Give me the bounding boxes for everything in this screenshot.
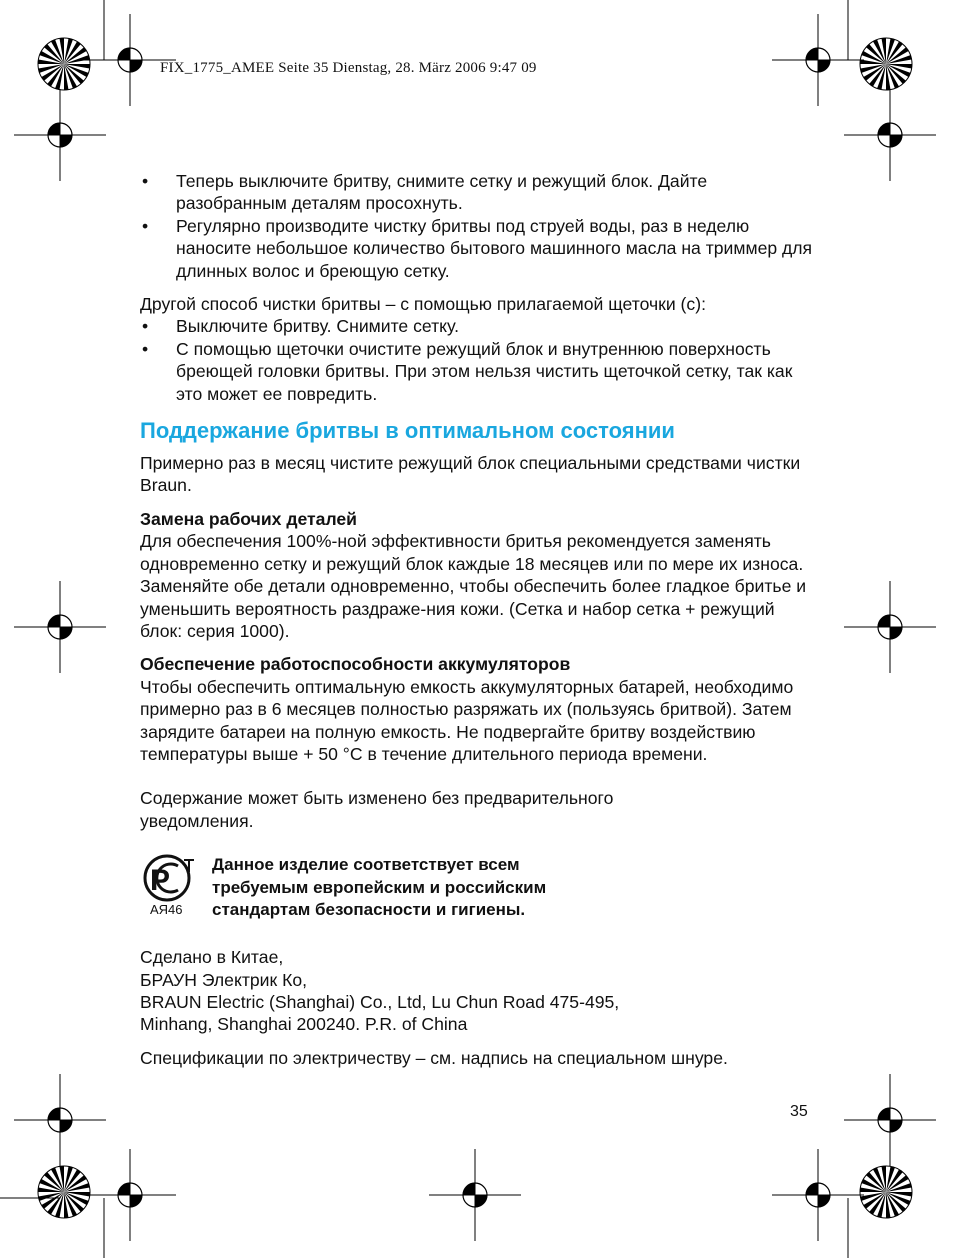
registration-target-mark [429,1149,521,1241]
address-line: Сделано в Китае, [140,947,284,968]
page-content [140,170,820,1069]
address-line: БРАУН Электрик Ко, [140,969,308,990]
specs-note: Спецификации по электричеству – см. надпись на специальном шнуре. [140,1047,728,1068]
registration-target-mark [84,1149,176,1241]
registration-target-mark [14,581,106,673]
registration-target-mark [772,1149,864,1241]
change-notice: Содержание может быть изменено без предварительного уведомления. [140,788,614,831]
parts-text: Для обеспечения 100%-ной эффективности бритья рекомендуется заменять одновременно сетку и режущий блок каждые 18 месяцев или по мере их износа. Заменяйте обе детали одновременно, чтобы обеспечить более гладкое бритье и уменьшить вероятность раздраже-ния кожи. (Сетка и набор сетка + режущий блок: серия 1000). [140,531,807,641]
battery-text: Чтобы обеспечить оптимальную емкость аккумуляторных батарей, необходимо примерно раз в 6 месяцев полностью разряжать их (пользуясь бритвой). Затем зарядите батареи на полную емкость. Не подвергайте бритву воздействию температуры выше + 50 °C в течение длительного периода времени. [140,676,794,764]
manufacturer-address [140,946,820,1036]
print-slug: FIX_1775_AMEE Seite 35 Dienstag, 28. März 2006 9:47 09 [160,60,537,76]
starburst-mark [860,1166,912,1218]
address-line: BRAUN Electric (Shanghai) Co., Ltd, Lu Chun Road 475-495, [140,991,620,1012]
starburst-mark [860,38,912,90]
starburst-mark [38,1166,90,1218]
registration-target-mark [844,1074,936,1166]
svg-text:P: P [150,864,171,898]
list-item: • Регулярно производите чистку бритвы под струей воды, раз в неделю наносите небольшое количество бытового машинного масла на триммер для длинных волос и бреющую сетку. [140,215,820,282]
list-item: • Выключите бритву. Снимите сетку. [140,315,820,337]
address-line: Minhang, Shanghai 200240. P.R. of China [140,1014,468,1035]
page-number: 35 [790,1103,808,1120]
starburst-mark [38,38,90,90]
list-item: • Теперь выключите бритву, снимите сетку и режущий блок. Дайте разобранным деталям просохнуть. [140,170,820,215]
parts-title: Замена рабочих деталей [140,508,357,529]
cleaning-list-b [140,315,820,405]
maintenance-intro: Примерно раз в месяц чистите режущий блок специальными средствами чистки Braun. [140,453,801,496]
certification-text: Данное изделие соответствует всем требуемым европейским и российским стандартам безопасности и гигиены. [212,855,547,920]
registration-target-mark [844,581,936,673]
registration-target-mark [14,89,106,181]
brush-intro: Другой способ чистки бритвы – с помощью прилагаемой щеточки (c): [140,294,706,315]
certification-block [140,854,820,924]
registration-target-mark [772,14,864,106]
cleaning-list-a [140,170,820,282]
registration-target-mark [14,1074,106,1166]
list-item: • С помощью щеточки очистите режущий блок и внутреннюю поверхность бреющей головки бритвы. При этом нельзя чистить щеточкой сетку, так как это может ее повредить. [140,338,820,405]
battery-title: Обеспечение работоспособности аккумуляторов [140,654,571,675]
rst-certification-logo [140,854,200,916]
section-heading: Поддержание бритвы в оптимальном состоянии [140,418,675,444]
registration-target-mark [844,89,936,181]
logo-code: АЯ46 [150,902,183,917]
